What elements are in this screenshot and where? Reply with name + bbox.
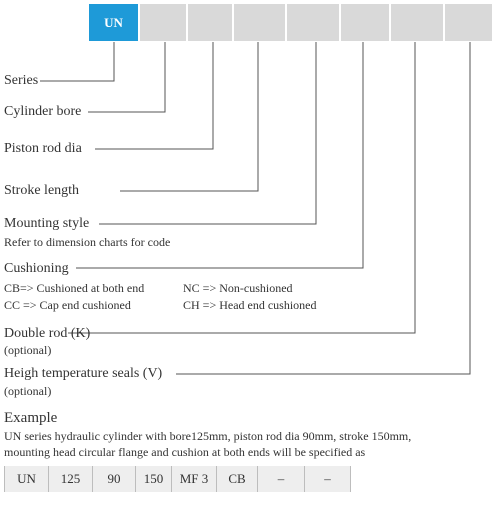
- label-cushioning: Cushioning: [4, 261, 69, 276]
- example-code-cushioning: CB: [217, 466, 258, 492]
- example-code-mounting: MF 3: [172, 466, 217, 492]
- example-code-bore: 125: [49, 466, 93, 492]
- cushioning-option-nc: NC => Non-cushioned: [183, 281, 293, 295]
- code-box-series: UN: [88, 3, 139, 42]
- leader-rod: [95, 42, 213, 149]
- mounting-style-note: Refer to dimension charts for code: [4, 235, 171, 249]
- label-cylinder-bore: Cylinder bore: [4, 104, 82, 119]
- label-double-rod: Double rod (K): [4, 326, 91, 341]
- example-code-stroke: 150: [136, 466, 172, 492]
- cushioning-option-cc: CC => Cap end cushioned: [4, 298, 131, 312]
- high-temp-seals-note: (optional): [4, 384, 52, 398]
- double-rod-note: (optional): [4, 343, 52, 357]
- example-title: Example: [4, 410, 58, 426]
- leader-bore: [88, 42, 165, 112]
- label-stroke-length: Stroke length: [4, 183, 80, 198]
- cushioning-option-cb: CB=> Cushioned at both end: [4, 281, 145, 295]
- leader-stroke: [120, 42, 258, 191]
- label-series: Series: [4, 73, 39, 88]
- example-code-seals: –: [305, 466, 350, 492]
- label-high-temp-seals: Heigh temperature seals (V): [4, 366, 163, 381]
- example-code-double-rod: –: [258, 466, 305, 492]
- cushioning-option-ch: CH => Head end cushioned: [183, 298, 317, 312]
- example-code-rod: 90: [93, 466, 136, 492]
- label-mounting-style: Mounting style: [4, 216, 90, 231]
- leader-mounting: [99, 42, 316, 224]
- example-code-series: UN: [5, 466, 49, 492]
- example-text-line1: UN series hydraulic cylinder with bore125mm, piston rod dia 90mm, stroke 150mm,: [4, 429, 412, 443]
- leader-series: [40, 42, 114, 81]
- example-text-line2: mounting head circular flange and cushion at both ends will be specified as: [4, 445, 366, 459]
- label-piston-rod-dia: Piston rod dia: [4, 141, 82, 156]
- leader-seals: [176, 42, 470, 374]
